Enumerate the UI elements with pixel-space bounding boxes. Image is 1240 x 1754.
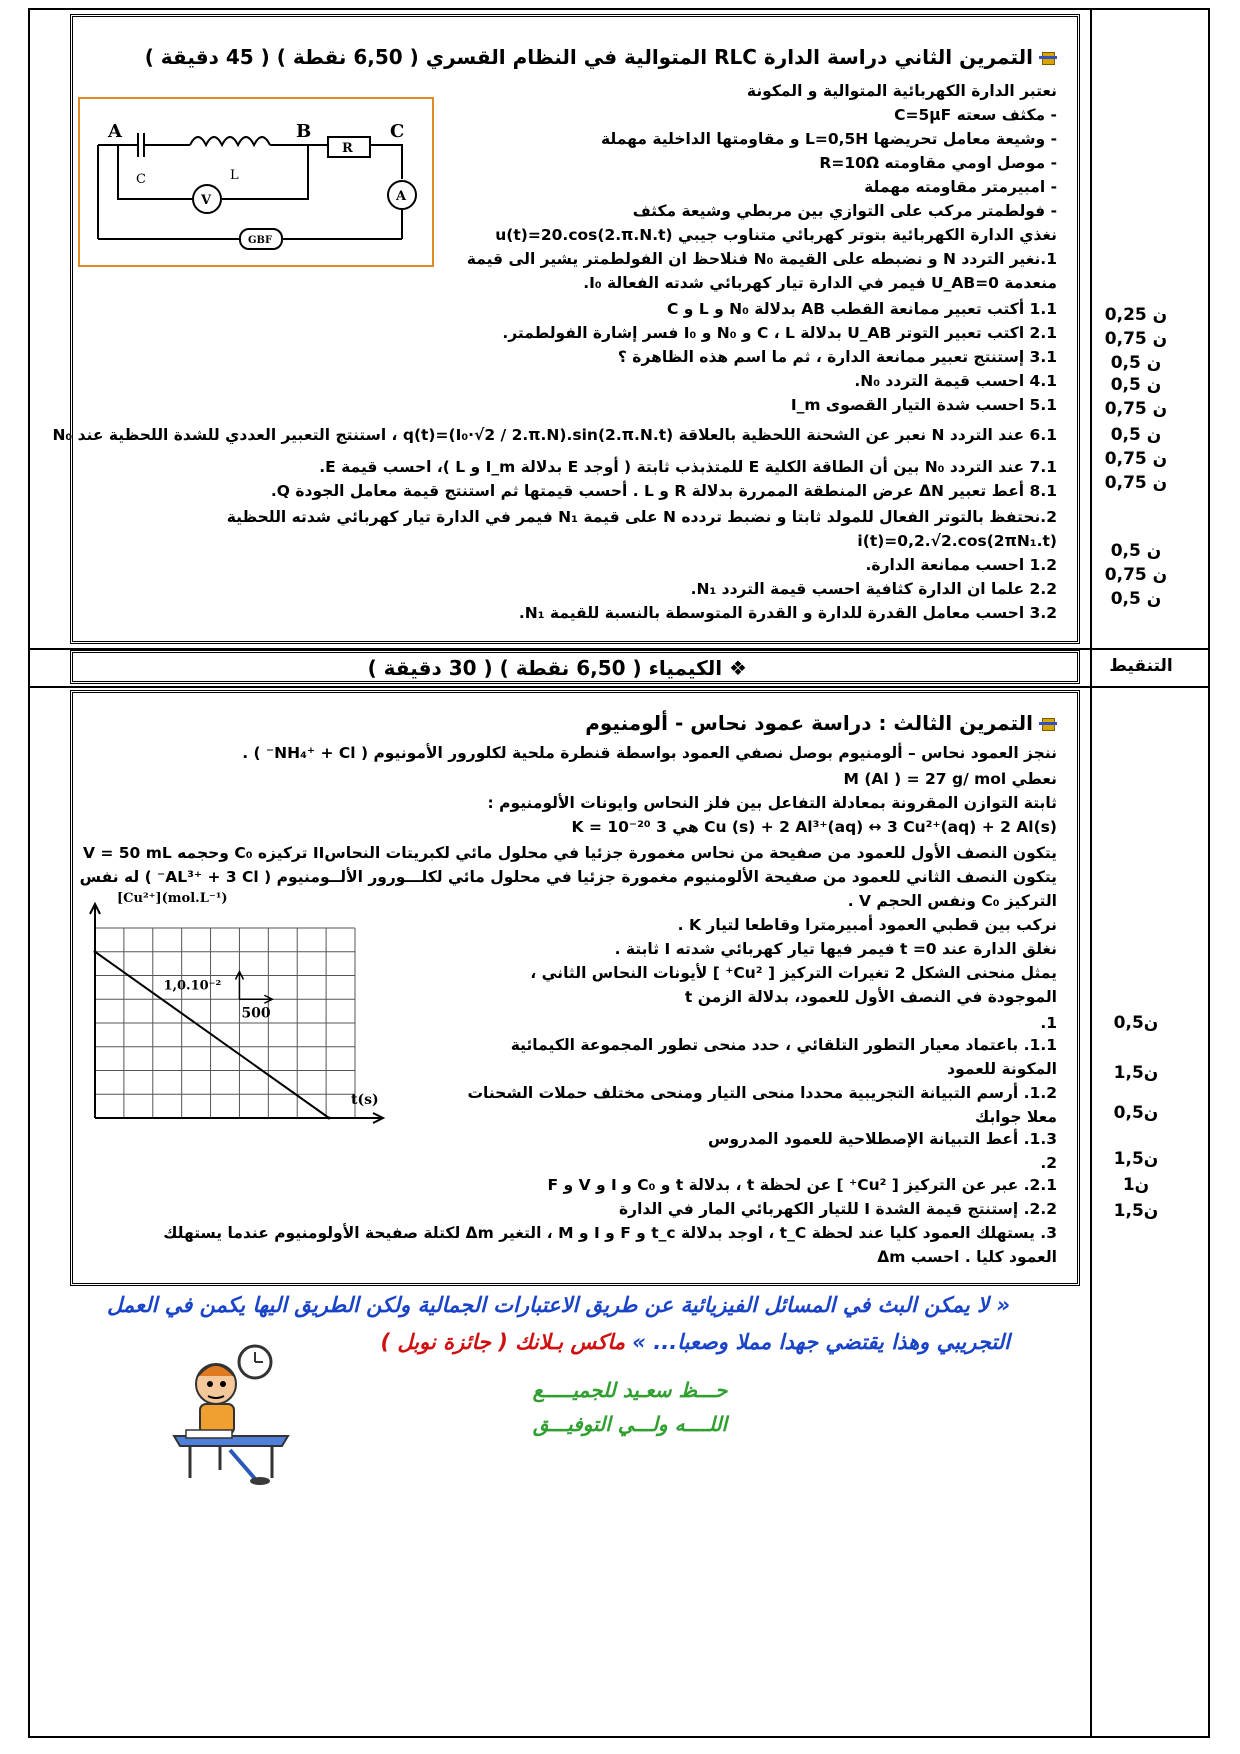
- mark-value: 1,5ن: [1113, 1063, 1159, 1083]
- quote-line-2: التجريبي وهذا يقتضي جهدا مملا وصعبا... » ماكس بـلانك ( جائزة نوبل ): [380, 1330, 1010, 1354]
- text-line: .2: [1040, 1154, 1057, 1172]
- text-line: - مكثف سعته C=5μF: [894, 106, 1057, 124]
- text-line: 4.1 احسب قيمة التردد N₀.: [854, 372, 1057, 390]
- text-line: 3.1 إستنتج تعبير ممانعة الدارة ، ثم ما اسم هذه الظاهرة ؟: [617, 348, 1057, 366]
- mark-value: 0,75 ن: [1104, 329, 1168, 349]
- coil-label: L: [230, 168, 239, 183]
- text-line: 5.1 احسب شدة التيار القصوى I_m: [790, 396, 1057, 414]
- mark-value: 0,5ن: [1113, 1013, 1159, 1033]
- physics-exercise-box: [52, 14, 1080, 644]
- chemistry-section-title: ❖ الكيمياء ( 6,50 نقطة ) ( 30 دقيقة ): [367, 656, 747, 680]
- capacitor-label: C: [136, 172, 146, 187]
- text-line: 1.2. أرسم التبيانة التجريبية محددا منحى التيار ومنحى مختلف حملات الشحنات: [467, 1084, 1057, 1102]
- text-line: 2.2 علما ان الدارة كثافية احسب قيمة التردد N₁.: [690, 580, 1057, 598]
- mark-value: 0,75 ن: [1104, 565, 1168, 585]
- node-b-label: B: [296, 121, 312, 142]
- text-line: 1.1. باعتماد معيار التطور التلقائي ، حدد منحى تطور المجموعة الكيمائية: [510, 1036, 1057, 1054]
- text-line: منعدمة U_AB=0 فيمر في الدارة تيار كهربائي شدته الفعالة I₀.: [583, 274, 1057, 292]
- bullet-icon: [1039, 716, 1057, 732]
- grading-header: التنقيط: [1109, 656, 1173, 676]
- text-line: المكونة للعمود: [947, 1060, 1057, 1078]
- text-line: 2.نحتفظ بالتوتر الفعال للمولد ثابتا و نضبط تردده N على قيمة N₁ فيمر في الدارة تيار كهربائي شدته اللحظية: [226, 508, 1057, 526]
- text-line: نعطي M (Al ) = 27 g/ mol: [843, 770, 1057, 788]
- text-line: 8.1 أعط تعبير ΔN عرض المنطقة الممررة بدلالة R و L . أحسب قيمتها ثم استنتج قيمة معامل الجودة Q.: [270, 482, 1057, 500]
- text-line: يمثل منحنى الشكل 2 تغيرات التركيز [ Cu²⁺ ] لأيونات النحاس الثاني ،: [530, 964, 1057, 982]
- data-point: [328, 1117, 331, 1120]
- text-line: يتكون النصف الثاني للعمود من صفيحة الألومنيوم مغمورة جزئيا في محلول مائي لكلـــورور الألــومنيوم ( AL³⁺ + 3 Cl⁻ ) له نفس: [79, 868, 1057, 886]
- text-line: يتكون النصف الأول للعمود من صفيحة من نحاس مغمورة جزئيا في محلول مائي لكبريتات النحاسII تركيزه C₀ وحجمه V = 50 mL: [82, 844, 1057, 862]
- concentration-time-graph: [83, 888, 413, 1148]
- circuit-svg: [80, 99, 432, 265]
- ammeter-label: A: [396, 189, 407, 204]
- text-line: نغذي الدارة الكهربائية بتوتر كهربائي متناوب جيبي u(t)=20.cos(2.π.N.t): [495, 226, 1057, 244]
- chemistry-exercise-box: [70, 690, 1080, 1286]
- x-scale-label: 500: [241, 1005, 271, 1022]
- wish-line-1: حـــظ سعـيد للجميـــــع: [532, 1378, 728, 1402]
- text-line: 1.نغير التردد N و نضبطه على القيمة N₀ فنلاحظ ان الفولطمتر يشير الى قيمة: [466, 250, 1057, 268]
- mark-value: 1,5ن: [1113, 1201, 1159, 1221]
- quote-author: ماكس بـلانك ( جائزة نوبل ): [380, 1330, 625, 1354]
- generator-label: GBF: [248, 235, 273, 246]
- node-c-label: C: [390, 121, 405, 142]
- text-line: 1.3. أعط التبيانة الإصطلاحية للعمود المدروس: [708, 1130, 1057, 1148]
- text-line: الموجودة في النصف الأول للعمود، بدلالة الزمن t: [684, 988, 1057, 1006]
- mark-value: 0,75 ن: [1104, 399, 1168, 419]
- concentration-series-line: [95, 952, 329, 1118]
- text-line: ننجز العمود نحاس – ألومنيوم بوصل نصفي العمود بواسطة قنطرة ملحية لكلورور الأمونيوم ( NH₄⁺ + Cl⁻ ) .: [242, 744, 1057, 762]
- separator-bottom: [28, 686, 1210, 688]
- text-line: 2.1 اكتب تعبير التوتر U_AB بدلالة C ، L و N₀ و I₀ فسر إشارة الفولطمتر.: [502, 324, 1057, 342]
- text-line: 7.1 عند التردد N₀ بين أن الطاقة الكلية E للمتذبذب ثابتة ( أوجد E بدلالة I_m و L )، احسب قيمة E.: [319, 458, 1057, 476]
- mark-value: 0,5 ن: [1110, 589, 1162, 609]
- resistor-label: R: [342, 141, 353, 156]
- voltmeter-label: V: [201, 193, 212, 208]
- text-line: التركيز C₀ ونفس الحجم V .: [847, 892, 1057, 910]
- physics-title: التمرين الثاني دراسة الدارة RLC المتوالية في النظام القسري ( 6,50 نقطة ) ( 45 دقيقة ): [145, 45, 1057, 69]
- text-line: 3.2 احسب معامل القدرة للدارة و القدرة المتوسطة بالنسبة للقيمة N₁.: [518, 604, 1057, 622]
- text-line: - امبيرمتر مقاومته مهملة: [864, 178, 1057, 196]
- mark-value: 0,25 ن: [1104, 305, 1168, 325]
- text-line: معلا جوابك: [975, 1108, 1057, 1126]
- circuit-diagram: [78, 97, 434, 267]
- text-line: - فولطمتر مركب على التوازي بين مربطي وشيعة مكثف: [632, 202, 1057, 220]
- text-line: .1: [1040, 1014, 1057, 1032]
- chemistry-section-title-box: [70, 650, 1080, 684]
- text-line: ثابتة التوازن المقرونة بمعادلة التفاعل بين فلز النحاس وايونات الألومنيوم :: [487, 794, 1057, 812]
- text-line: 2.1. عبر عن التركيز [ Cu²⁺ ] عن لحظة t ، بدلالة t و C₀ و I و V و F: [547, 1176, 1057, 1194]
- mark-value: 1ن: [1122, 1175, 1150, 1195]
- y-scale-label: 1,0.10⁻²: [163, 978, 222, 994]
- text-line: - موصل اومي مقاومته R=10Ω: [819, 154, 1057, 172]
- wish-line-2: اللــــه ولـــي التوفيـــق: [532, 1412, 728, 1436]
- text-line: نغلق الدارة عند t =0 فيمر فيها تيار كهربائي شدته I ثابتة .: [614, 940, 1057, 958]
- text-line: العمود كليا . احسب Δm: [877, 1248, 1057, 1266]
- text-line: نعتبر الدارة الكهربائية المتوالية و المكونة: [746, 82, 1057, 100]
- text-line: i(t)=0,2.√2.cos(2πN₁.t): [857, 532, 1057, 550]
- mark-value: 0,5 ن: [1110, 353, 1162, 373]
- student-cartoon-illustration: [160, 1340, 310, 1490]
- text-line: 2.2. إستنتج قيمة الشدة I للتيار الكهربائي المار في الدارة: [619, 1200, 1057, 1218]
- text-line: K = 10⁻²⁰ هي 3 Cu (s) + 2 Al³⁺(aq) ↔ 3 Cu²⁺(aq) + 2 Al(s): [571, 818, 1057, 836]
- mark-value: 0,5 ن: [1110, 425, 1162, 445]
- y-axis-label: [Cu²⁺](mol.L⁻¹): [117, 891, 228, 906]
- physics-marks: [1101, 300, 1171, 630]
- chemistry-title: التمرين الثالث : دراسة عمود نحاس - ألومنيوم: [585, 711, 1057, 735]
- bullet-icon: [1039, 50, 1057, 66]
- text-line: 3. يستهلك العمود كليا عند لحظة t_C ، اوجد بدلالة t_c و F و I و M ، التغير Δm لكتلة صفيحة الأولومنيوم عندما يستهلك: [163, 1224, 1057, 1242]
- mark-value: 1,5ن: [1113, 1149, 1159, 1169]
- data-point: [94, 950, 97, 953]
- mark-value: 0,75 ن: [1104, 449, 1168, 469]
- text-line: نركب بين قطبي العمود أمبيرمترا وقاطعا لتيار K .: [677, 916, 1057, 934]
- quote-line-1: « لا يمكن البث في المسائل الفيزيائية عن طريق الاعتبارات الجمالية ولكن الطريق اليها يكمن في العمل: [107, 1293, 1010, 1317]
- mark-value: 0,5 ن: [1110, 541, 1162, 561]
- mark-value: 0,75 ن: [1104, 473, 1168, 493]
- text-line: 1.1 أكتب تعبير ممانعة القطب AB بدلالة N₀ و L و C: [666, 300, 1057, 318]
- text-line: 1.2 احسب ممانعة الدارة.: [865, 556, 1057, 574]
- text-line: 6.1 عند التردد N نعبر عن الشحنة اللحظية بالعلاقة q(t)=(I₀·√2 / 2.π.N).sin(2.π.N.t) ، استنتج التعبير العددي للشدة اللحظية عند N₀: [52, 426, 1057, 444]
- mark-value: 0,5ن: [1113, 1103, 1159, 1123]
- mark-value: 0,5 ن: [1110, 375, 1162, 395]
- node-a-label: A: [108, 121, 122, 142]
- text-line: - وشيعة معامل تحريضها L=0,5H و مقاومتها الداخلية مهملة: [600, 130, 1057, 148]
- column-divider: [1090, 10, 1092, 1736]
- chemistry-marks: [1101, 1008, 1171, 1238]
- x-axis-label: t(s): [351, 1092, 379, 1108]
